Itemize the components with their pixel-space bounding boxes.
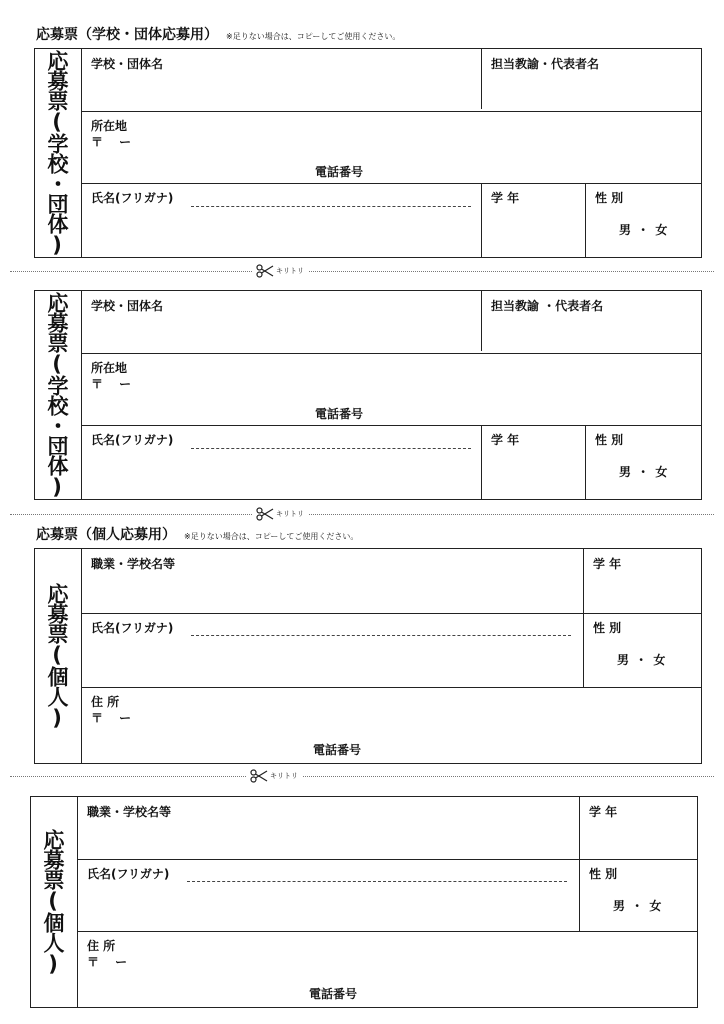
gender-options[interactable]: 男 ・ 女 [617, 653, 667, 667]
individual-section-note: ※足りない場合は、コピーしてご使用ください。 [184, 532, 359, 541]
phone-label: 電話番号 [315, 165, 364, 179]
group-section-title-text: 応募票（学校・団体応募用） [36, 27, 218, 43]
grade-field[interactable]: 学 年 [589, 805, 618, 819]
divider [481, 49, 482, 109]
address-label: 住 所 [91, 695, 120, 709]
group-entry-form-1 [34, 48, 702, 258]
name-kana-input[interactable] [191, 635, 571, 636]
divider [81, 183, 701, 184]
gender-options[interactable]: 男 ・ 女 [619, 223, 669, 237]
gender-label: 性 別 [595, 433, 624, 447]
group-form-vertical-title: 応募票(学校・団体) [45, 50, 69, 256]
divider [481, 425, 482, 499]
phone-label: 電話番号 [315, 407, 364, 421]
divider [81, 687, 701, 688]
divider [481, 291, 482, 351]
postal-code-field[interactable]: 〒 ー [91, 711, 132, 725]
scissors-icon [250, 769, 268, 783]
occupation-field[interactable]: 職業・学校名等 [91, 557, 176, 571]
group-entry-form-2 [34, 290, 702, 500]
name-kana-label: 氏名(フリガナ) [91, 621, 174, 635]
address-label: 所在地 [91, 119, 128, 133]
divider [585, 425, 586, 499]
divider [81, 425, 701, 426]
gender-label: 性 別 [589, 867, 618, 881]
cut-line [10, 514, 714, 515]
grade-field[interactable]: 学 年 [593, 557, 622, 571]
school-name-field[interactable]: 学校・団体名 [91, 57, 164, 71]
divider [81, 549, 82, 763]
scissors-icon [256, 507, 274, 521]
name-kana-input[interactable] [187, 881, 567, 882]
name-kana-label: 氏名(フリガナ) [91, 433, 174, 447]
cut-label: キリトリ [270, 772, 298, 780]
cut-mark [252, 264, 308, 278]
divider [81, 291, 82, 499]
divider [77, 859, 697, 860]
individual-section-title [36, 524, 358, 544]
individual-entry-form-1 [34, 548, 702, 764]
group-section-title [36, 24, 400, 44]
divider [583, 549, 584, 687]
divider [81, 111, 701, 112]
divider [81, 49, 82, 257]
phone-label: 電話番号 [313, 743, 362, 757]
name-kana-label: 氏名(フリガナ) [87, 867, 170, 881]
scissors-icon [256, 264, 274, 278]
address-label: 所在地 [91, 361, 128, 375]
teacher-name-field[interactable]: 担当教諭 ・代表者名 [491, 299, 604, 313]
individual-form-vertical-title: 応募票(個人) [45, 583, 69, 729]
occupation-field[interactable]: 職業・学校名等 [87, 805, 172, 819]
divider [81, 353, 701, 354]
individual-entry-form-2 [30, 796, 698, 1008]
divider [81, 613, 701, 614]
name-kana-input[interactable] [191, 206, 471, 207]
divider [77, 931, 697, 932]
gender-label: 性 別 [595, 191, 624, 205]
cut-label: キリトリ [276, 267, 304, 275]
postal-code-field[interactable]: 〒 ー [87, 955, 128, 969]
divider [481, 183, 482, 257]
postal-code-field[interactable]: 〒 ー [91, 377, 132, 391]
teacher-name-field[interactable]: 担当教諭・代表者名 [491, 57, 600, 71]
divider [77, 797, 78, 1007]
cut-line [10, 271, 714, 272]
individual-section-title-text: 応募票（個人応募用） [36, 527, 176, 543]
group-section-note: ※足りない場合は、コピーしてご使用ください。 [226, 32, 401, 41]
cut-label: キリトリ [276, 510, 304, 518]
cut-line [10, 776, 714, 777]
cut-mark [252, 507, 308, 521]
name-kana-label: 氏名(フリガナ) [91, 191, 174, 205]
postal-code-field[interactable]: 〒 ー [91, 135, 132, 149]
grade-field[interactable]: 学 年 [491, 433, 520, 447]
gender-label: 性 別 [593, 621, 622, 635]
school-name-field[interactable]: 学校・団体名 [91, 299, 164, 313]
group-form-vertical-title: 応募票(学校・団体) [45, 292, 69, 498]
divider [579, 797, 580, 931]
address-label: 住 所 [87, 939, 116, 953]
gender-options[interactable]: 男 ・ 女 [619, 465, 669, 479]
individual-form-vertical-title: 応募票(個人) [41, 829, 65, 975]
name-kana-input[interactable] [191, 448, 471, 449]
grade-field[interactable]: 学 年 [491, 191, 520, 205]
phone-label: 電話番号 [309, 987, 358, 1001]
gender-options[interactable]: 男 ・ 女 [613, 899, 663, 913]
divider [585, 183, 586, 257]
cut-mark [246, 769, 302, 783]
